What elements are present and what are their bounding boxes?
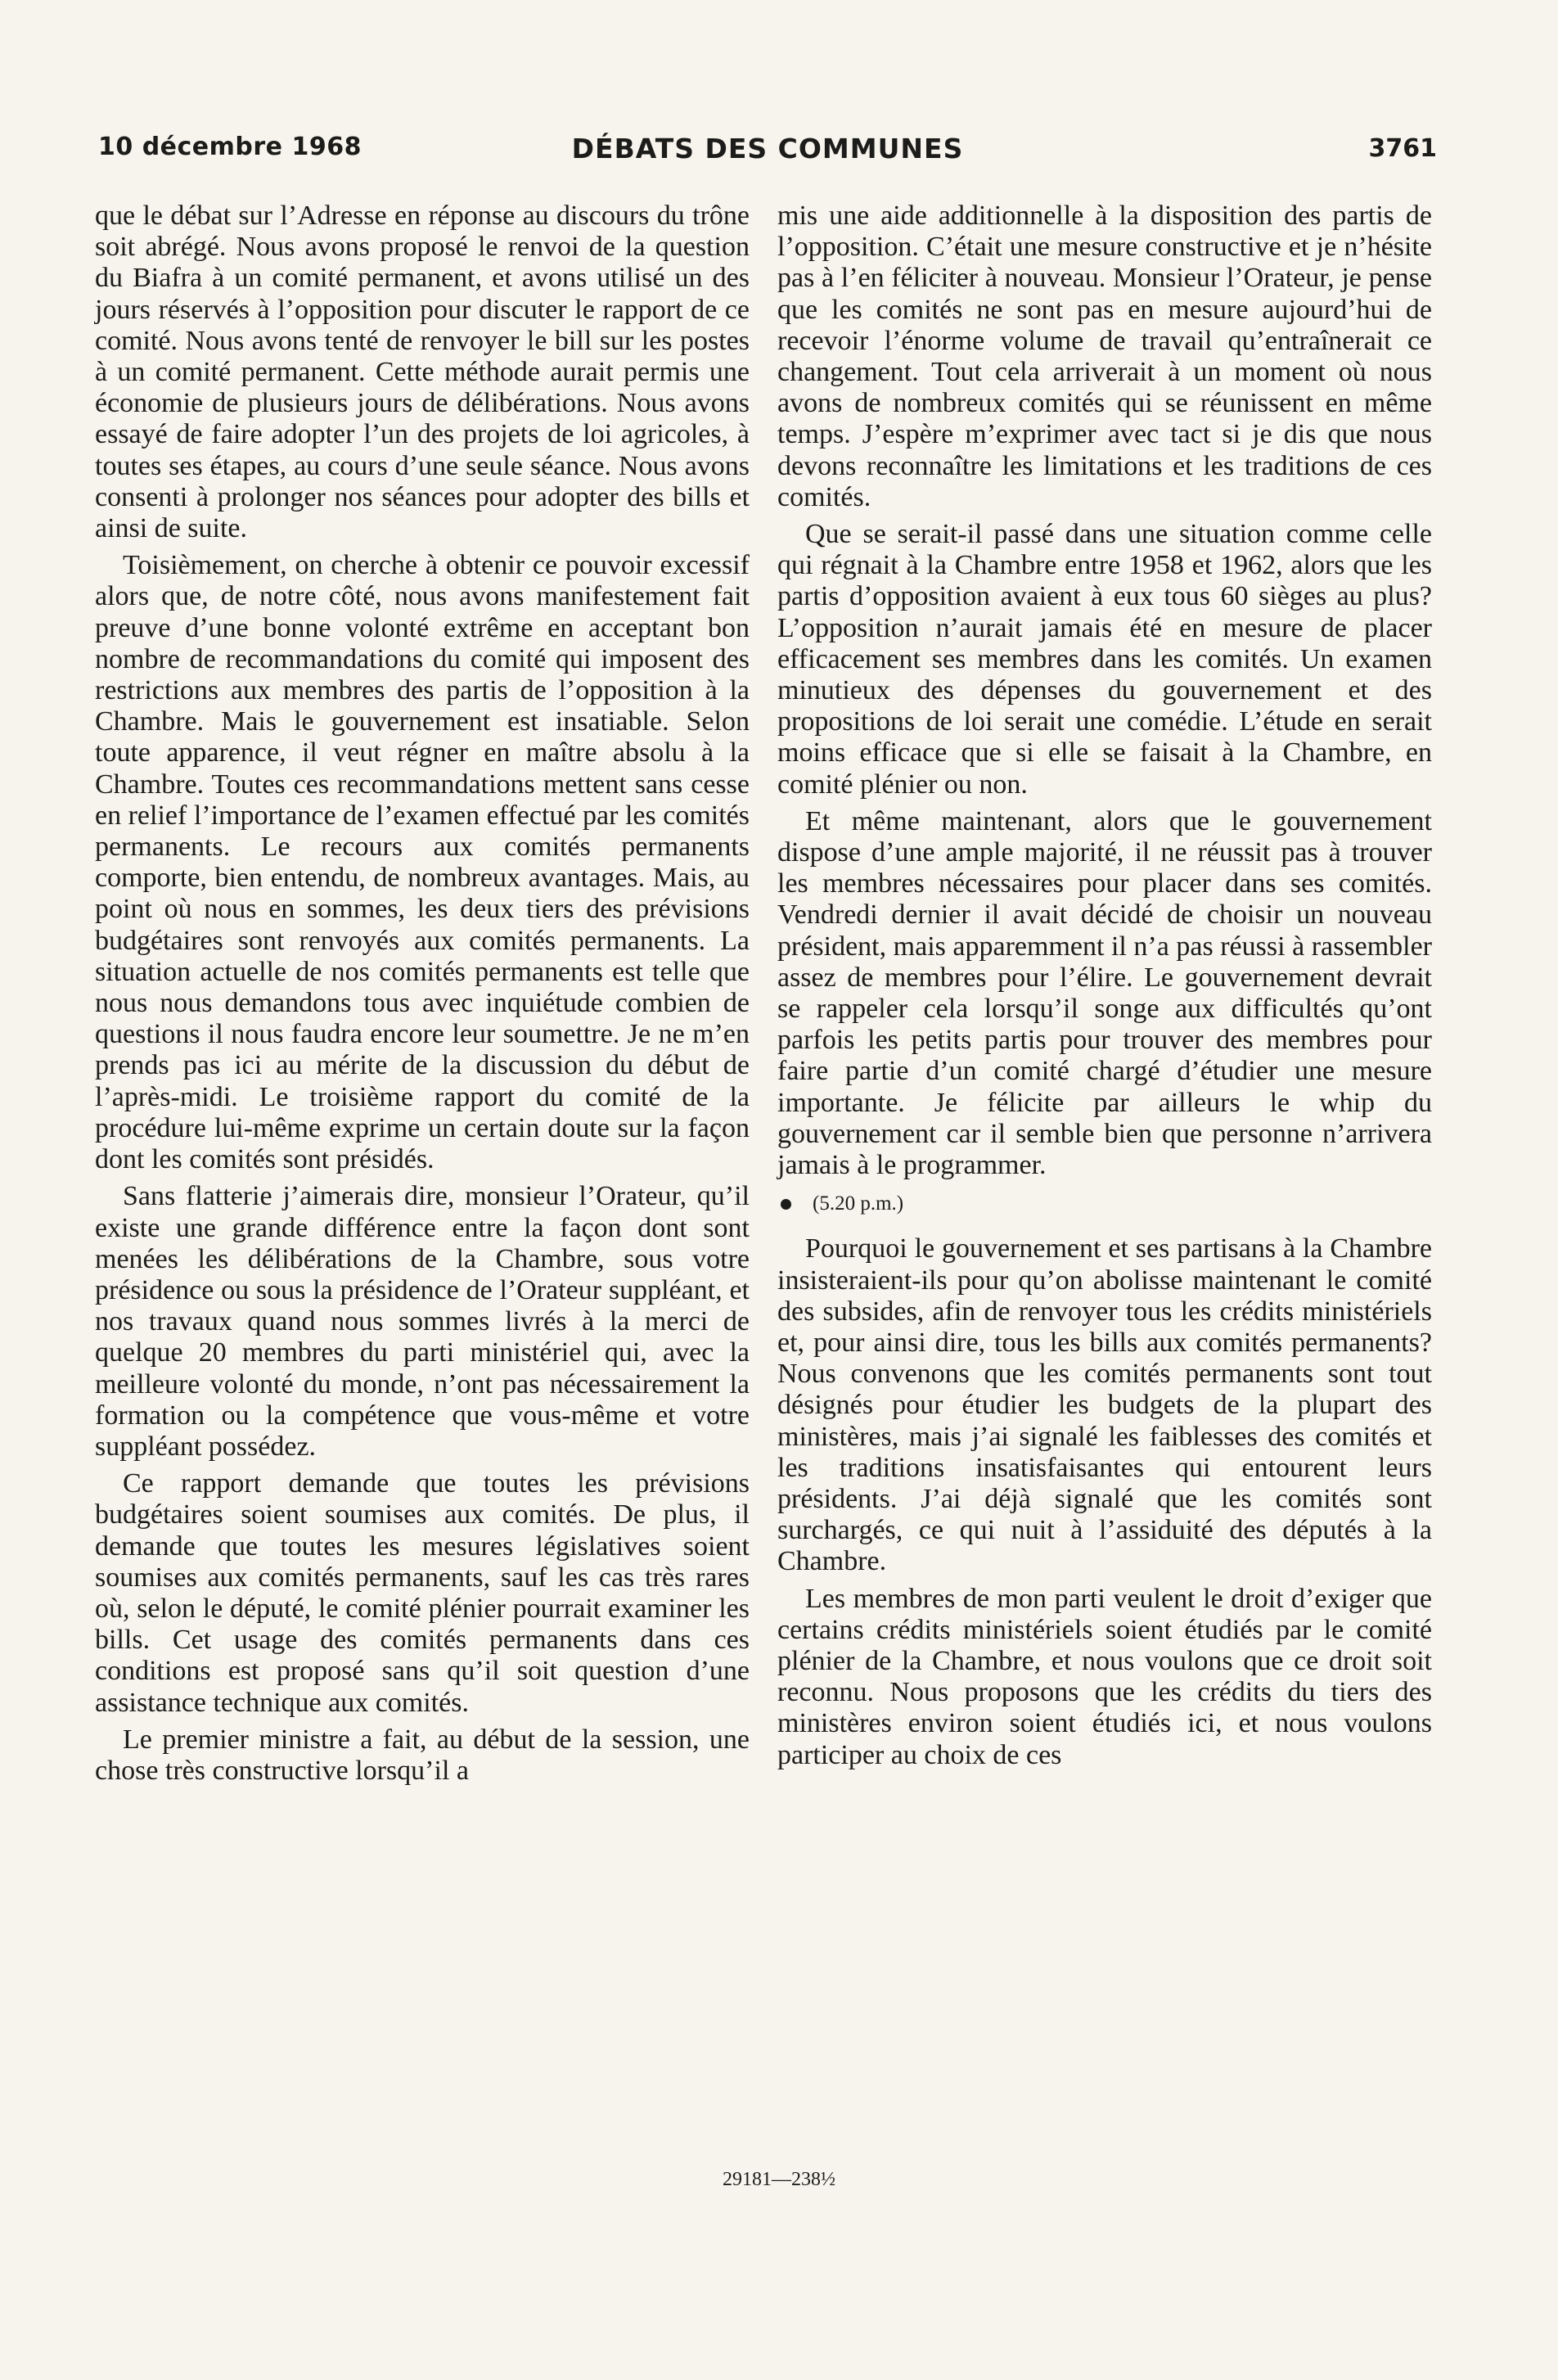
right-paragraph-4: Pourquoi le gouvernement et ses partisans à la Chambre insisteraient-ils pour qu’on abolisse maintenant le comité des subsides, afin de renvoyer tous les crédits ministériels et, pour ainsi dire, tous les bills aux comités permanents? Nous convenons que les comités permanents sont tout désignés pour étudier les budgets de la plupart des ministères, mais j’ai signalé les faiblesses des comités et les traditions insatisfaisantes qui entourent leurs présidents. J’ai déjà signalé que les comités sont surchargés, ce qui nuit à l’assiduité des députés à la Chambre. bbox=[777, 1233, 1432, 1577]
left-paragraph-3: Sans flatterie j’aimerais dire, monsieur l’Orateur, qu’il existe une grande différence entre la façon dont sont menées les délibérations de la Chambre, sous votre présidence ou sous la présidence de l’Orateur suppléant, et nos travaux quand nous sommes livrés à la merci de quelque 20 membres du parti ministériel qui, avec la meilleure volonté du monde, n’ont pas nécessairement la formation ou la compétence que vous-même et votre suppléant possédez. bbox=[95, 1181, 750, 1462]
left-column bbox=[95, 201, 750, 1792]
right-paragraph-3: Et même maintenant, alors que le gouvernement dispose d’une ample majorité, il ne réussit pas à trouver les membres nécessaires pour placer dans ses comités. Vendredi dernier il avait décidé de choisir un nouveau président, mais apparemment il n’a pas réussi à rassembler assez de membres pour l’élire. Le gouvernement devrait se rappeler cela lorsqu’il songe aux difficultés qu’ont parfois les petits partis pour trouver des membres pour faire partie d’un comité chargé d’étudier une mesure importante. Je félicite par ailleurs le whip du gouvernement car il semble bien que personne n’arrivera jamais à le programmer. bbox=[777, 805, 1432, 1181]
timestamp-marker bbox=[777, 1191, 1432, 1217]
header-date: 10 décembre 1968 bbox=[98, 133, 362, 161]
right-paragraph-5: Les membres de mon parti veulent le droit d’exiger que certains crédits ministériels soient étudiés par le comité plénier de la Chambre, et nous voulons que ce droit soit reconnu. Nous proposons que les crédits du tiers des ministères environ soient étudiés ici, et nous voulons participer au choix de ces bbox=[777, 1583, 1432, 1770]
right-column bbox=[777, 201, 1432, 1777]
page-header bbox=[98, 133, 1437, 174]
right-paragraph-2: Que se serait-il passé dans une situation comme celle qui régnait à la Chambre entre 1958 et 1962, alors que les partis d’opposition avaient à eux tous 60 sièges au plus? L’opposition n’aurait jamais été en mesure de placer efficacement ses membres dans les comités. Un examen minutieux des dépenses du gouvernement et des propositions de loi serait une comédie. L’étude en serait moins efficace que si elle se faisait à la Chambre, en comité plénier ou non. bbox=[777, 519, 1432, 800]
bullet-icon bbox=[781, 1199, 791, 1210]
page-number: 3761 bbox=[1368, 134, 1437, 163]
header-title: DÉBATS DES COMMUNES bbox=[571, 133, 964, 165]
footer-code: 29181—238½ bbox=[723, 2169, 835, 2190]
left-paragraph-2: Toisièmement, on cherche à obtenir ce pouvoir excessif alors que, de notre côté, nous avons manifestement fait preuve d’une bonne volonté extrême en acceptant bon nombre de recommandations du comité qui imposent des restrictions aux membres des partis de l’opposition à la Chambre. Mais le gouvernement est insatiable. Selon toute apparence, il veut régner en maître absolu à la Chambre. Toutes ces recommandations mettent sans cesse en relief l’importance de l’examen effectué par les comités permanents. Le recours aux comités permanents comporte, bien entendu, de nombreux avantages. Mais, au point où nous en sommes, les deux tiers des prévisions budgétaires sont renvoyés aux comités permanents. La situation actuelle de nos comités permanents est telle que nous nous demandons tous avec inquiétude combien de questions il nous faudra encore leur soumettre. Je ne m’en prends pas ici au mérite de la discussion du début de l’après-midi. Le troisième rapport du comité de la procédure lui-même exprime un certain doute sur la façon dont les comités sont présidés. bbox=[95, 550, 750, 1175]
timestamp-text: (5.20 p.m.) bbox=[813, 1192, 904, 1215]
left-paragraph-4: Ce rapport demande que toutes les prévisions budgétaires soient soumises aux comités. De plus, il demande que toutes les mesures législatives soient soumises aux comités permanents, sauf les cas très rares où, selon le député, le comité plénier pourrait examiner les bills. Cet usage des comités permanents dans ces conditions est proposé sans qu’il soit question d’une assistance technique aux comités. bbox=[95, 1468, 750, 1718]
right-paragraph-1: mis une aide additionnelle à la disposition des partis de l’opposition. C’était une mesure constructive et je n’hésite pas à l’en féliciter à nouveau. Monsieur l’Orateur, je pense que les comités ne sont pas en mesure aujourd’hui de recevoir l’énorme volume de travail qu’entraînerait ce changement. Tout cela arriverait à un moment où nous avons de nombreux comités qui se réunissent en même temps. J’espère m’exprimer avec tact si je dis que nous devons reconnaître les limitations et les traditions de ces comités. bbox=[777, 201, 1432, 512]
left-paragraph-5: Le premier ministre a fait, au début de la session, une chose très constructive lorsqu’il a bbox=[95, 1724, 750, 1786]
left-paragraph-1: que le débat sur l’Adresse en réponse au discours du trône soit abrégé. Nous avons proposé le renvoi de la question du Biafra à un comité permanent, et avons utilisé un des jours réservés à l’opposition pour discuter le rapport de ce comité. Nous avons tenté de renvoyer le bill sur les postes à un comité permanent. Cette méthode aurait permis une économie de plusieurs jours de délibérations. Nous avons essayé de faire adopter l’un des projets de loi agricoles, à toutes ses étapes, au cours d’une seule séance. Nous avons consenti à prolonger nos séances pour adopter des bills et ainsi de suite. bbox=[95, 201, 750, 544]
